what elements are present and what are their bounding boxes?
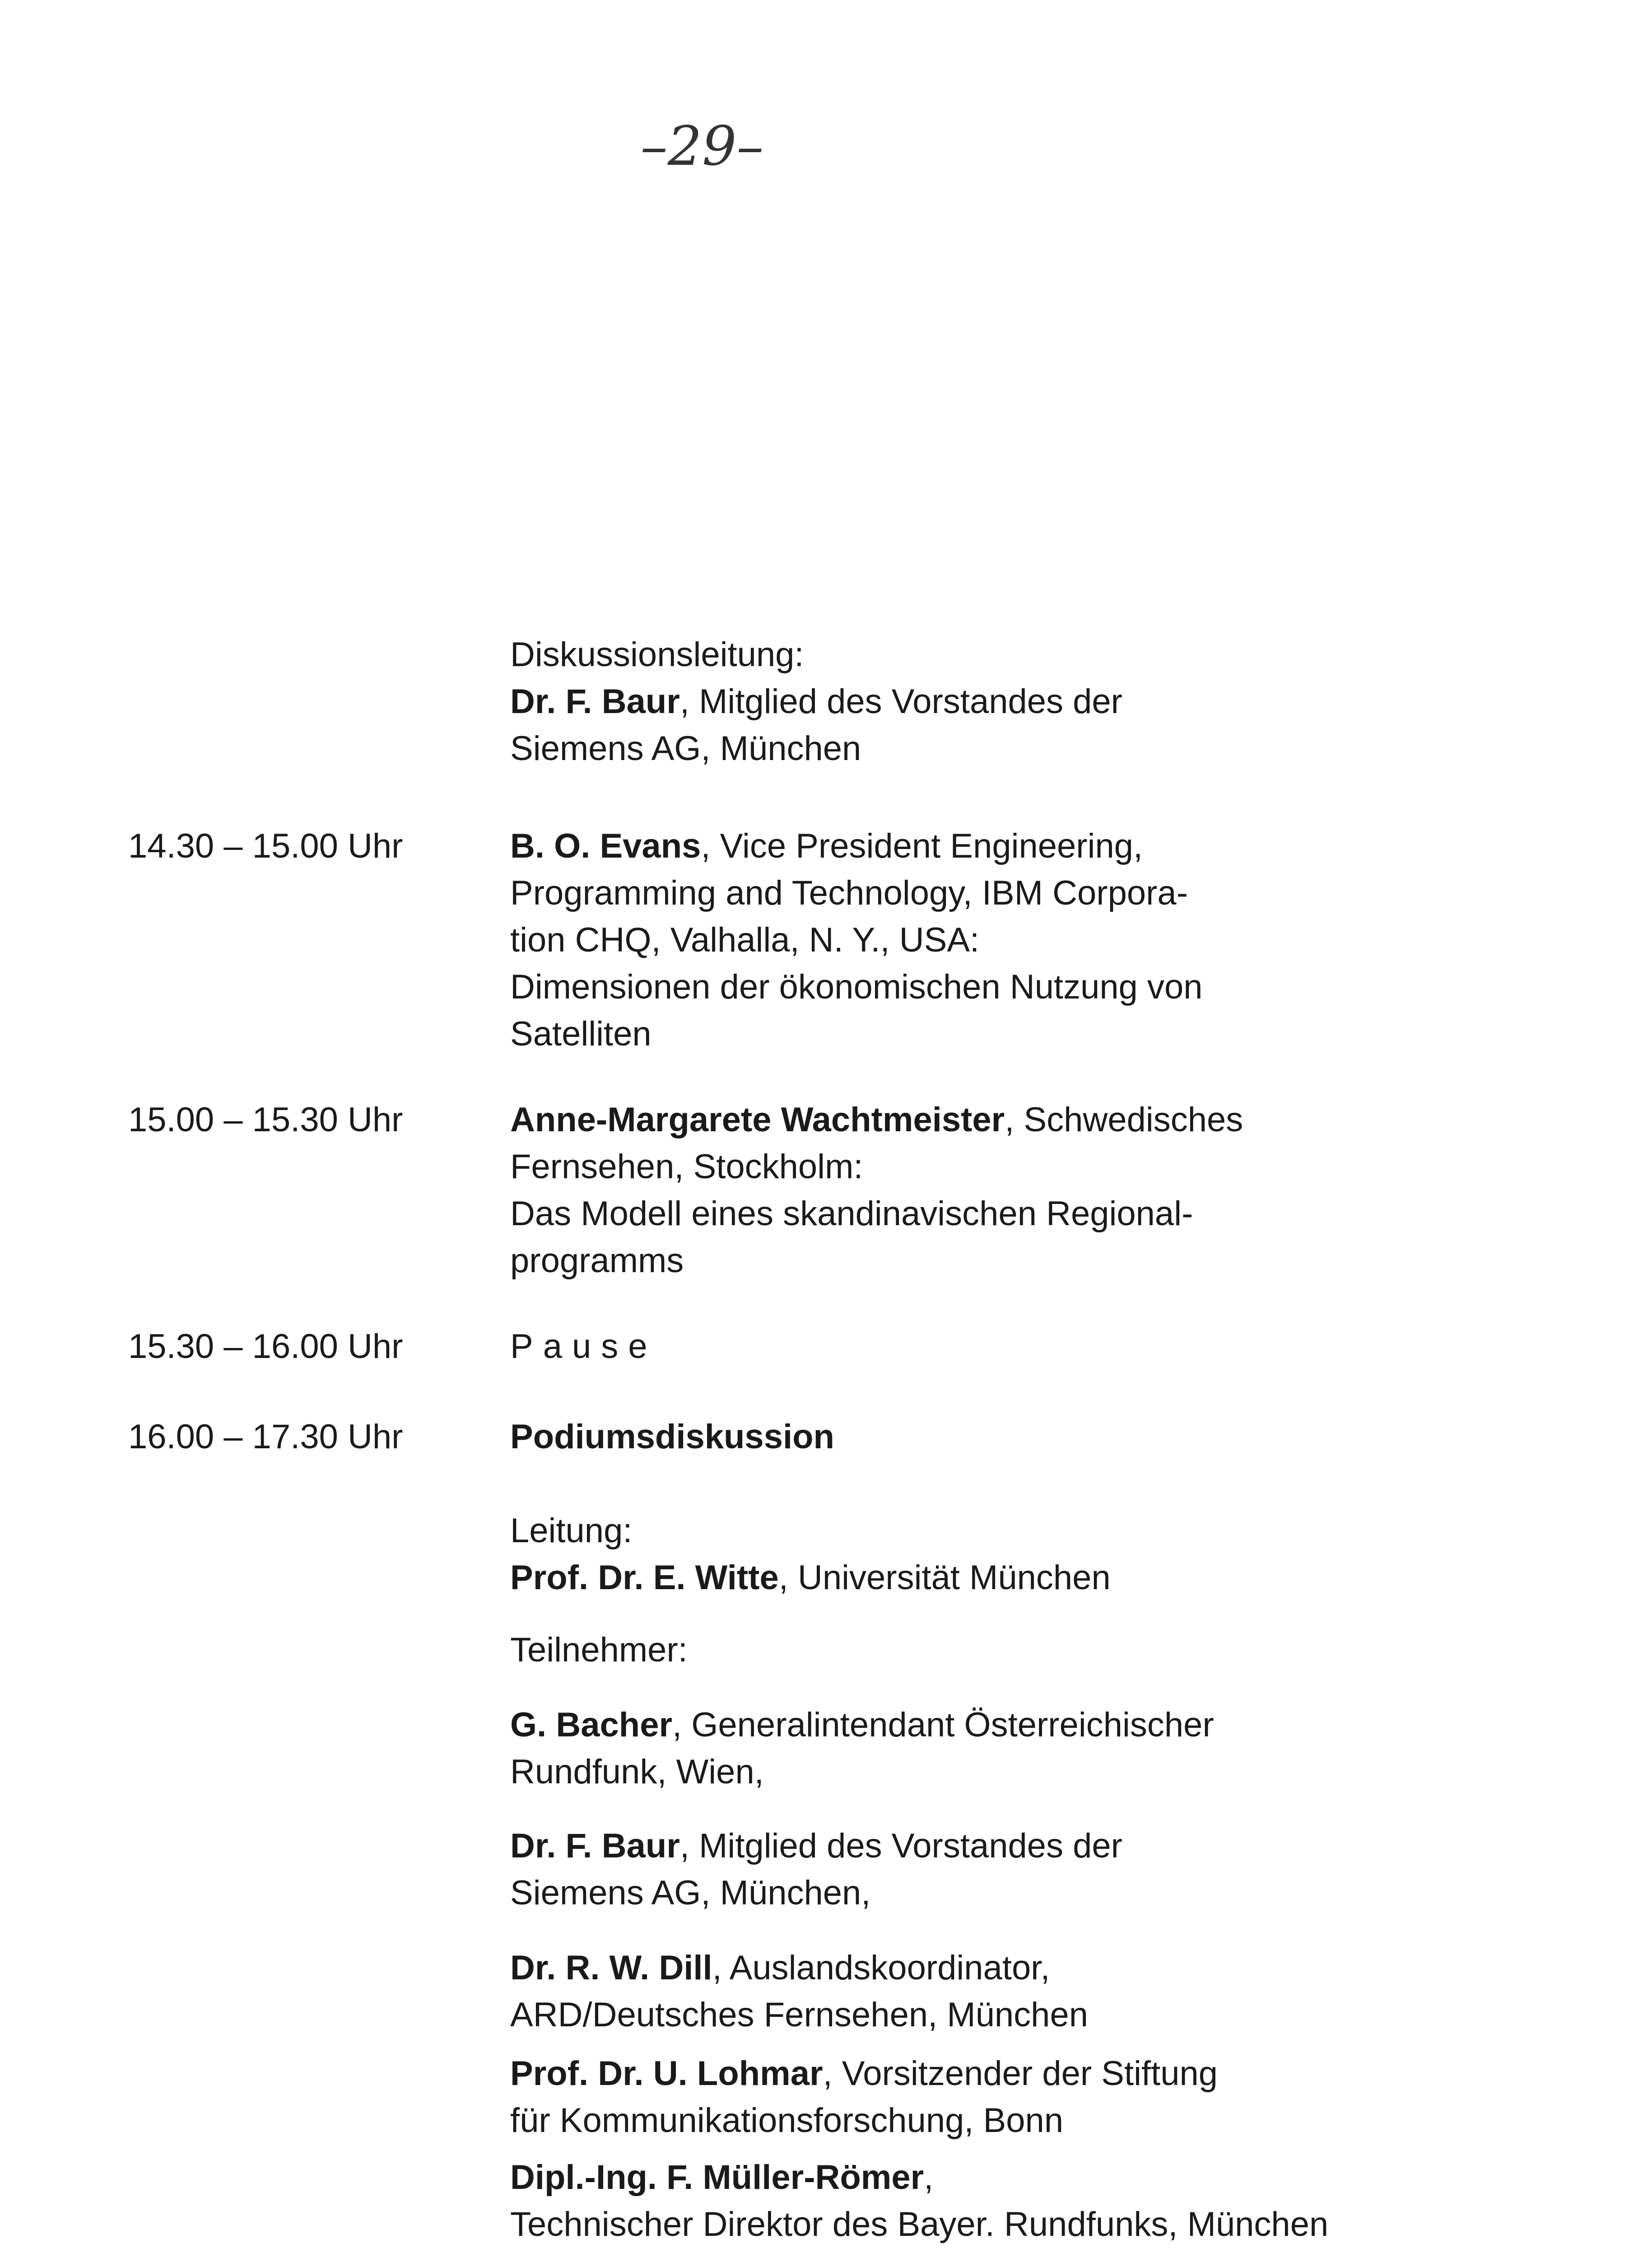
panel-lead-name: Prof. Dr. E. Witte	[510, 1558, 779, 1597]
page-number: –29–	[640, 115, 764, 178]
discussion-lead-label: Diskussionsleitung:	[510, 635, 804, 674]
discussion-lead-org: Siemens AG, München	[510, 729, 861, 768]
participant-name: G. Bacher	[510, 1706, 673, 1744]
participant: Dr. R. W. Dill, Auslandskoordinator, ARD/Deutsches Fernsehen, München	[510, 1949, 1088, 2034]
participant-name: Prof. Dr. U. Lohmar	[510, 2054, 823, 2093]
schedule-time: 14.30 – 15.00 Uhr	[128, 827, 403, 865]
schedule-time: 15.00 – 15.30 Uhr	[128, 1101, 403, 1139]
panel-lead-label: Leitung:	[510, 1512, 633, 1550]
discussion-lead-role: , Mitglied des Vorstandes der	[679, 682, 1122, 721]
schedule-time: 16.00 – 17.30 Uhr	[128, 1418, 403, 1456]
schedule-entry: Anne-Margarete Wachtmeister, Schwedisches Fernsehen, Stockholm: Das Modell eines skandinavischen Regional- programms	[510, 1101, 1243, 1280]
discussion-lead-block	[510, 631, 1616, 772]
schedule-entry	[510, 1323, 1616, 1370]
discussion-lead-name: Dr. F. Baur	[510, 682, 680, 721]
schedule-time: 15.30 – 16.00 Uhr	[128, 1327, 403, 1366]
participant-name: Dr. F. Baur	[510, 1827, 680, 1865]
speaker-name: B. O. Evans	[510, 827, 701, 865]
pause-title: Pause	[510, 1327, 657, 1366]
panel-title: Podiumsdiskussion	[510, 1418, 834, 1456]
panel-lead-block: Leitung: Prof. Dr. E. Witte, Universität München	[510, 1507, 1616, 1601]
participant: G. Bacher, Generalintendant Österreichischer Rundfunk, Wien,	[510, 1706, 1214, 1791]
schedule-entry: B. O. Evans, Vice President Engineering, Programming and Technology, IBM Corpora- tion CHQ, Valhalla, N. Y., USA: Dimensionen der ökonomischen Nutzung von Satelliten	[510, 827, 1203, 1053]
participant: Prof. Dr. U. Lohmar, Vorsitzender der Stiftung für Kommunikationsforschung, Bonn	[510, 2054, 1218, 2140]
participant: Dr. F. Baur, Mitglied des Vorstandes der Siemens AG, München,	[510, 1827, 1122, 1912]
schedule-entry	[510, 1414, 1616, 1460]
participant-name: Dr. R. W. Dill	[510, 1949, 712, 1987]
participant-name: Dipl.-Ing. F. Müller-Römer	[510, 2158, 924, 2197]
participant: Dipl.-Ing. F. Müller-Römer, Technischer Direktor des Bayer. Rundfunks, München	[510, 2158, 1329, 2244]
participants-label: Teilnehmer:	[510, 1631, 688, 1669]
speaker-name: Anne-Margarete Wachtmeister	[510, 1101, 1005, 1139]
